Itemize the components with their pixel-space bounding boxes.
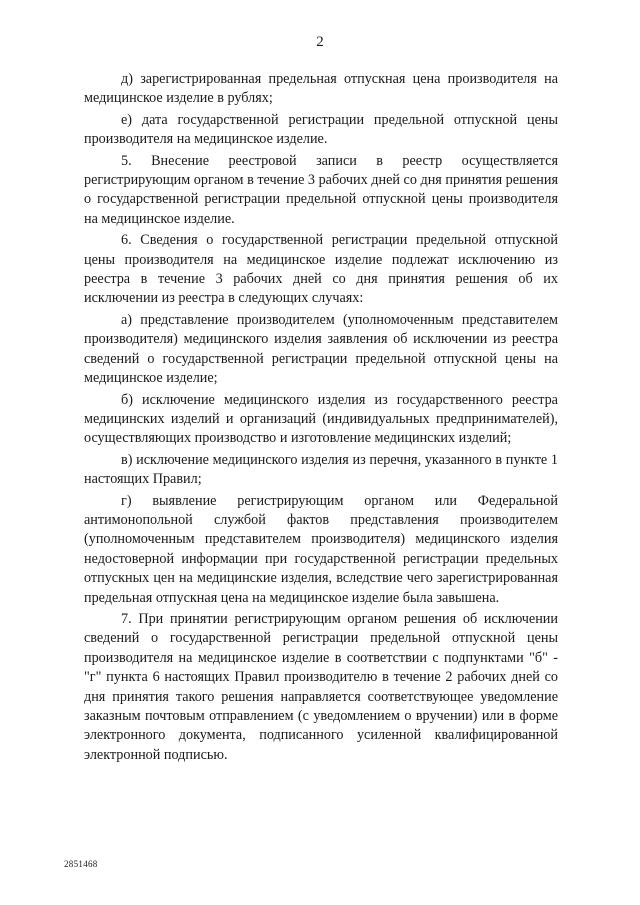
paragraph-item-e: е) дата государственной регистрации предельной отпускной цены производителя на медицинское изделие. xyxy=(84,111,558,148)
paragraph-clause-7: 7. При принятии регистрирующим органом решения об исключении сведений о государственной регистрации предельной отпускной цены производителя на медицинское изделие в соответствии с подпунктами "б" - "г" пункта 6 настоящих Правил производителю в течение 2 рабочих дней со дня принятия такого решения направляется соответствующее уведомление заказным почтовым отправлением (с уведомлением о вручении) или в форме электронного документа, подписанного усиленной квалифицированной электронной подписью. xyxy=(84,610,558,763)
document-code: 2851468 xyxy=(64,859,98,869)
document-body xyxy=(84,70,558,767)
paragraph-item-g: г) выявление регистрирующим органом или Федеральной антимонопольной службой фактов представления производителем (уполномоченным представителем производителя) медицинского изделия недостоверной информации при государственной регистрации предельных отпускных цен на медицинские изделия, вследствие чего зарегистрированная предельная отпускная цена на медицинское изделие была завышена. xyxy=(84,492,558,606)
page-number: 2 xyxy=(316,34,324,50)
paragraph-clause-5: 5. Внесение реестровой записи в реестр осуществляется регистрирующим органом в течение 3 рабочих дней со дня принятия решения о государственной регистрации предельной отпускной цены производителя на медицинское изделие. xyxy=(84,152,558,227)
paragraph-item-v: в) исключение медицинского изделия из перечня, указанного в пункте 1 настоящих Правил; xyxy=(84,451,558,488)
paragraph-item-d: д) зарегистрированная предельная отпускная цена производителя на медицинское изделие в рублях; xyxy=(84,71,558,107)
paragraph-clause-6: 6. Сведения о государственной регистрации предельной отпускной цены производителя на медицинское изделие подлежат исключению из реестра в течение 3 рабочих дней со дня принятия решения об их исключении из реестра в следующих случаях: xyxy=(84,232,558,307)
paragraph-item-b: б) исключение медицинского изделия из государственного реестра медицинских изделий и организаций (индивидуальных предпринимателей), осуществляющих производство и изготовление медицинских изделий; xyxy=(84,391,558,447)
paragraph-item-a: а) представление производителем (уполномоченным представителем производителя) медицинского изделия заявления об исключении из реестра сведений о государственной регистрации предельной отпускной цены на медицинское изделие; xyxy=(84,311,558,387)
